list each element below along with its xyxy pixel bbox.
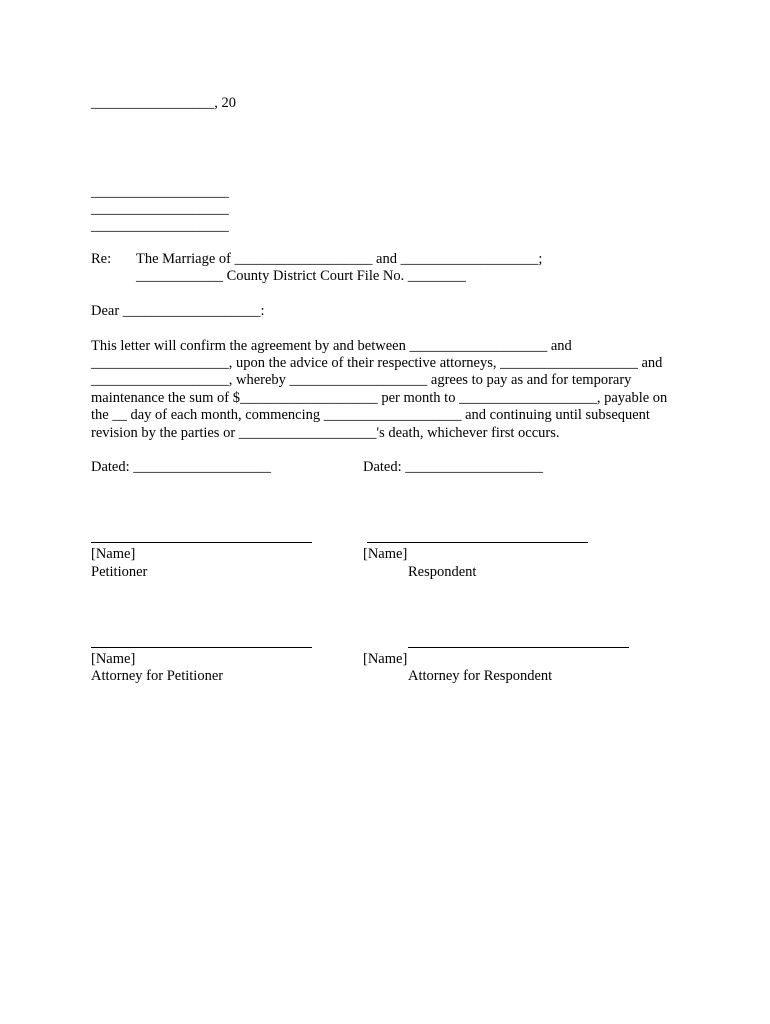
re-label: Re: xyxy=(91,251,112,267)
address-line-2: ___________________ xyxy=(91,201,229,217)
attorney-respondent-name: [Name] xyxy=(363,651,408,667)
petitioner-title: Petitioner xyxy=(91,564,148,580)
attorney-petitioner-name: [Name] xyxy=(91,651,136,667)
dated-right: Dated: ___________________ xyxy=(363,459,544,475)
attorney-petitioner-signature-line xyxy=(91,647,312,648)
petitioner-name: [Name] xyxy=(91,546,136,562)
body-line-4: maintenance the sum of $___________________ per month to ___________________, payable on xyxy=(91,390,668,406)
respondent-signature-line xyxy=(367,542,588,543)
date-line: _________________, 20 xyxy=(91,95,236,111)
re-line-2: ____________ County District Court File No. ________ xyxy=(136,268,466,284)
dated-left: Dated: ___________________ xyxy=(91,459,272,475)
re-line-1: The Marriage of ___________________ and ___________________; xyxy=(136,251,543,267)
body-line-3: ___________________, whereby ___________________ agrees to pay as and for temporary xyxy=(91,372,632,388)
body-line-6: revision by the parties or ___________________'s death, whichever first occurs. xyxy=(91,425,560,441)
respondent-title: Respondent xyxy=(408,564,477,580)
address-line-1: ___________________ xyxy=(91,184,229,200)
body-line-1: This letter will confirm the agreement by and between ___________________ and xyxy=(91,338,572,354)
attorney-respondent-signature-line xyxy=(408,647,629,648)
petitioner-signature-line xyxy=(91,542,312,543)
respondent-name: [Name] xyxy=(363,546,408,562)
body-line-5: the __ day of each month, commencing ___________________ and continuing until subsequent xyxy=(91,407,650,423)
attorney-petitioner-title: Attorney for Petitioner xyxy=(91,668,224,684)
address-line-3: ___________________ xyxy=(91,218,229,234)
attorney-respondent-title: Attorney for Respondent xyxy=(408,668,553,684)
salutation: Dear ___________________: xyxy=(91,303,265,319)
body-line-2: ___________________, upon the advice of their respective attorneys, ___________________ and xyxy=(91,355,663,371)
